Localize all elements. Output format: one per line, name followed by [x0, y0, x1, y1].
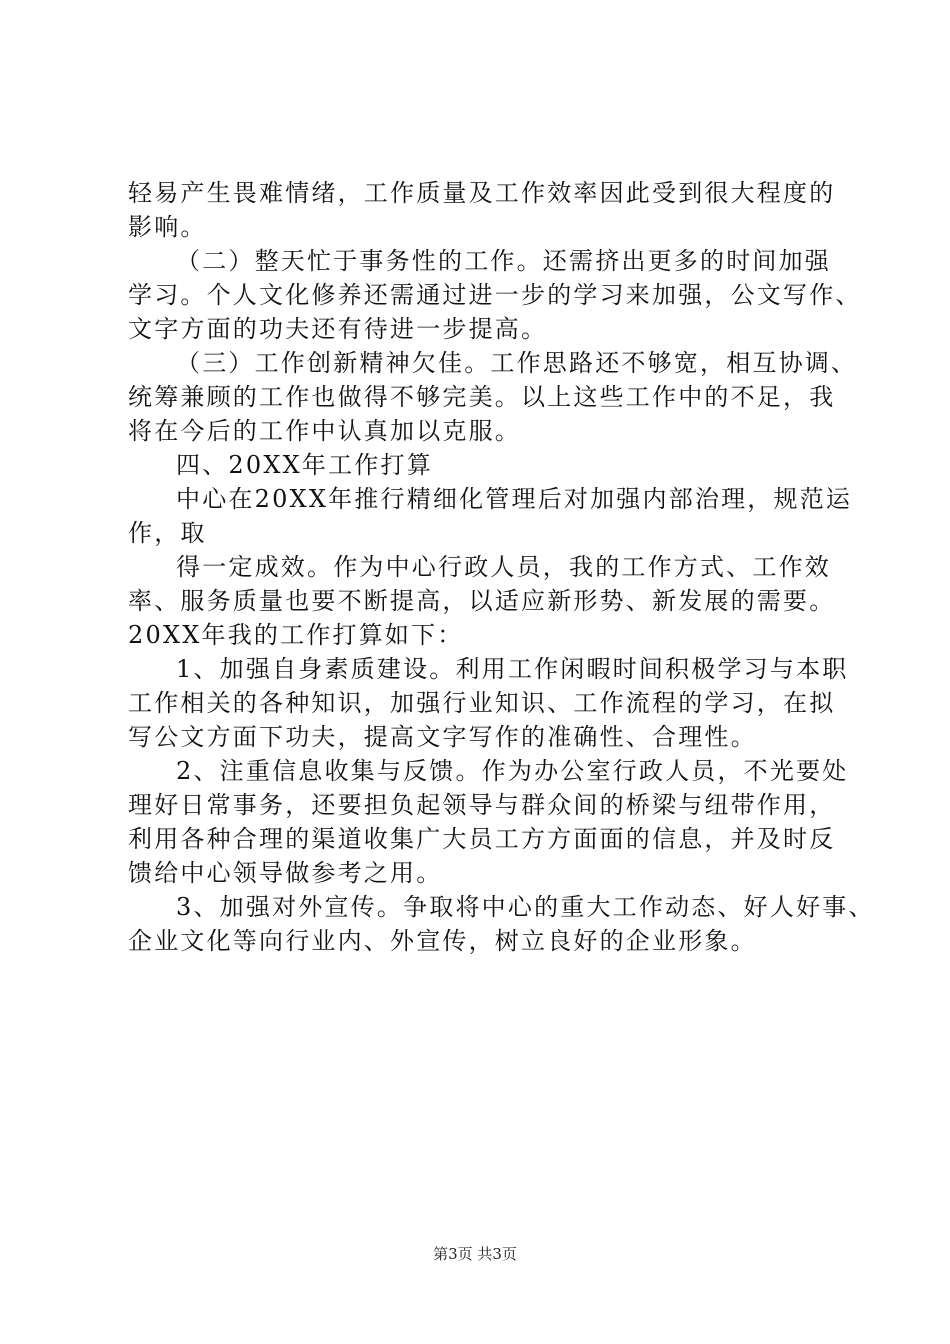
paragraph-line: 率、服务质量也要不断提高，以适应新形势、新发展的需要。	[128, 587, 836, 615]
page-number-footer: 第3页 共3页	[433, 1245, 517, 1263]
paragraph-line: （二）整天忙于事务性的工作。还需挤出更多的时间加强	[176, 247, 831, 275]
paragraph-line: 影响。	[128, 213, 207, 241]
paragraph-line: （三）工作创新精神欠佳。工作思路还不够宽，相互协调、	[176, 349, 858, 377]
paragraph-line: 工作相关的各种知识，加强行业知识、工作流程的学习，在拟	[128, 689, 836, 717]
section-heading: 四、20XX年工作打算	[176, 451, 433, 479]
paragraph-line: 理好日常事务，还要担负起领导与群众间的桥梁与纽带作用，	[128, 791, 836, 819]
paragraph-line: 1、加强自身素质建设。利用工作闲暇时间积极学习与本职	[176, 655, 849, 683]
paragraph-line: 轻易产生畏难情绪，工作质量及工作效率因此受到很大程度的	[128, 179, 836, 207]
paragraph-line: 统筹兼顾的工作也做得不够完美。以上这些工作中的不足，我	[128, 383, 836, 411]
paragraph-line: 作，取	[128, 519, 207, 547]
paragraph-line: 得一定成效。作为中心行政人员，我的工作方式、工作效	[176, 553, 831, 581]
paragraph-line: 企业文化等向行业内、外宣传，树立良好的企业形象。	[128, 927, 757, 955]
paragraph-line: 中心在20XX年推行精细化管理后对加强内部治理，规范运	[176, 485, 853, 513]
paragraph-line: 20XX年我的工作打算如下：	[128, 621, 464, 649]
paragraph-line: 文字方面的功夫还有待进一步提高。	[128, 315, 548, 343]
paragraph-line: 3、加强对外宣传。争取将中心的重大工作动态、好人好事、	[176, 893, 875, 921]
paragraph-line: 利用各种合理的渠道收集广大员工方方面面的信息，并及时反	[128, 825, 836, 853]
paragraph-line: 写公文方面下功夫，提高文字写作的准确性、合理性。	[128, 723, 757, 751]
paragraph-line: 2、注重信息收集与反馈。作为办公室行政人员，不光要处	[176, 757, 849, 785]
paragraph-line: 馈给中心领导做参考之用。	[128, 859, 443, 887]
paragraph-line: 学习。个人文化修养还需通过进一步的学习来加强，公文写作、	[128, 281, 862, 309]
paragraph-line: 将在今后的工作中认真加以克服。	[128, 417, 521, 445]
